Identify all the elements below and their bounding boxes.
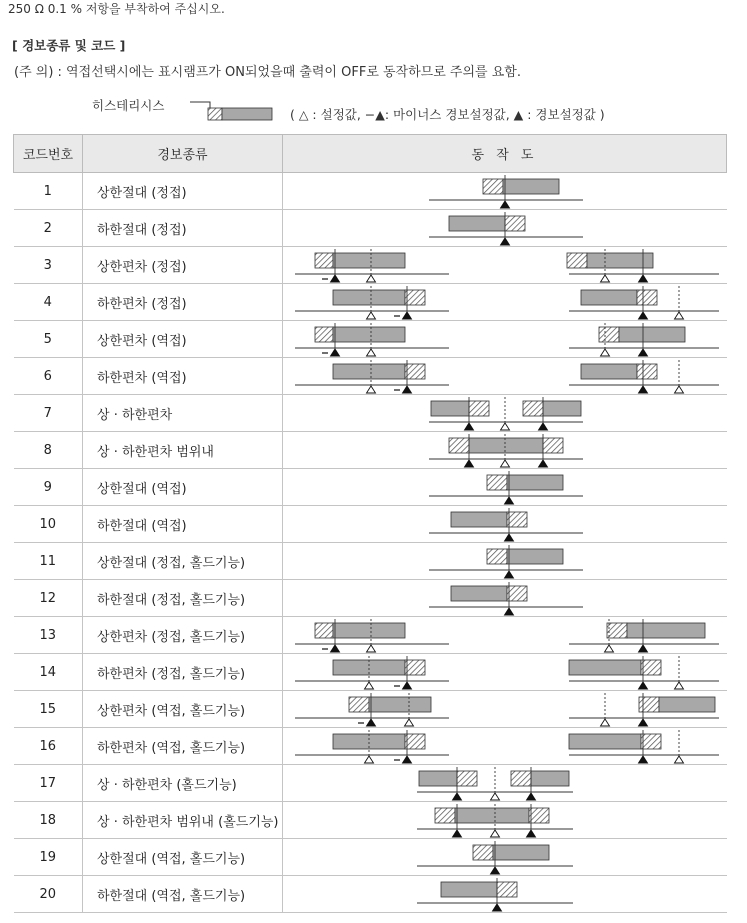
operation-diagram-svg (283, 469, 729, 505)
row-operation-diagram (283, 876, 727, 913)
operation-diagram-svg (283, 728, 729, 764)
row-alarm-type: 하한절대 (역접) (83, 506, 283, 543)
alarm-type-table (13, 134, 727, 913)
table-row (14, 728, 727, 765)
table-row (14, 395, 727, 432)
row-operation-diagram (283, 247, 727, 284)
column-header-type: 경보종류 (83, 135, 283, 173)
row-code: 20 (14, 876, 83, 913)
operation-diagram-svg (283, 617, 729, 653)
row-alarm-type: 상 · 하한편차 (83, 395, 283, 432)
operation-diagram-svg (283, 580, 729, 616)
row-code: 6 (14, 358, 83, 395)
row-alarm-type: 상 · 하한편차 (홀드기능) (83, 765, 283, 802)
operation-diagram-svg (283, 543, 729, 579)
row-operation-diagram (283, 358, 727, 395)
top-note-line: 250 Ω 0.1 % 저항을 부착하여 주십시오. (8, 2, 225, 16)
operation-diagram-svg (283, 802, 729, 838)
row-operation-diagram (283, 728, 727, 765)
row-alarm-type: 상한편차 (정접, 홀드기능) (83, 617, 283, 654)
table-row (14, 580, 727, 617)
row-alarm-type: 상 · 하한편차 범위내 (83, 432, 283, 469)
row-alarm-type: 상한절대 (역접, 홀드기능) (83, 839, 283, 876)
table-row (14, 284, 727, 321)
table-row (14, 876, 727, 913)
row-code: 16 (14, 728, 83, 765)
row-operation-diagram (283, 765, 727, 802)
row-code: 15 (14, 691, 83, 728)
hysteresis-diagram (188, 96, 278, 126)
table-header-row (14, 135, 727, 173)
row-operation-diagram (283, 210, 727, 247)
row-code: 14 (14, 654, 83, 691)
row-operation-diagram (283, 691, 727, 728)
table-row (14, 839, 727, 876)
row-operation-diagram (283, 654, 727, 691)
row-operation-diagram (283, 506, 727, 543)
operation-diagram-svg (283, 506, 729, 542)
row-alarm-type: 상한절대 (정접) (83, 173, 283, 210)
row-operation-diagram (283, 173, 727, 210)
operation-diagram-svg (283, 691, 729, 727)
row-alarm-type: 하한편차 (역접) (83, 358, 283, 395)
table-row (14, 358, 727, 395)
row-code: 3 (14, 247, 83, 284)
table-row (14, 543, 727, 580)
column-header-diagram: 동 작 도 (283, 135, 727, 173)
table-row (14, 173, 727, 210)
row-code: 10 (14, 506, 83, 543)
operation-diagram-svg (283, 173, 729, 209)
operation-diagram-svg (283, 839, 729, 875)
operation-diagram-svg (283, 432, 729, 468)
row-operation-diagram (283, 284, 727, 321)
column-header-code: 코드번호 (14, 135, 83, 173)
row-alarm-type: 하한절대 (역접, 홀드기능) (83, 876, 283, 913)
row-operation-diagram (283, 617, 727, 654)
table-row (14, 469, 727, 506)
table-row (14, 210, 727, 247)
operation-diagram-svg (283, 210, 729, 246)
hysteresis-label: 히스테리시스 (92, 98, 165, 113)
operation-diagram-svg (283, 284, 729, 320)
row-alarm-type: 하한절대 (정접, 홀드기능) (83, 580, 283, 617)
row-alarm-type: 상 · 하한편차 범위내 (홀드기능) (83, 802, 283, 839)
section-title: [ 경보종류 및 코드 ] (12, 38, 126, 53)
row-operation-diagram (283, 543, 727, 580)
row-code: 11 (14, 543, 83, 580)
row-alarm-type: 상한편차 (정접) (83, 247, 283, 284)
row-code: 9 (14, 469, 83, 506)
row-code: 17 (14, 765, 83, 802)
row-operation-diagram (283, 321, 727, 358)
table-row (14, 802, 727, 839)
table-row (14, 247, 727, 284)
row-operation-diagram (283, 839, 727, 876)
table-row (14, 765, 727, 802)
operation-diagram-svg (283, 321, 729, 357)
row-code: 18 (14, 802, 83, 839)
table-row (14, 617, 727, 654)
row-operation-diagram (283, 432, 727, 469)
row-alarm-type: 하한편차 (정접) (83, 284, 283, 321)
row-code: 19 (14, 839, 83, 876)
row-operation-diagram (283, 395, 727, 432)
row-code: 13 (14, 617, 83, 654)
row-code: 5 (14, 321, 83, 358)
row-code: 4 (14, 284, 83, 321)
operation-diagram-svg (283, 654, 729, 690)
row-code: 8 (14, 432, 83, 469)
row-code: 2 (14, 210, 83, 247)
row-alarm-type: 하한편차 (정접, 홀드기능) (83, 654, 283, 691)
row-code: 12 (14, 580, 83, 617)
row-alarm-type: 상한절대 (정접, 홀드기능) (83, 543, 283, 580)
caution-note: (주 의) : 역접선택시에는 표시램프가 ON되었을때 출력이 OFF로 동작하므로 주의를 요함. (14, 65, 521, 80)
row-alarm-type: 하한편차 (역접, 홀드기능) (83, 728, 283, 765)
row-operation-diagram (283, 469, 727, 506)
table-row (14, 691, 727, 728)
table-row (14, 321, 727, 358)
row-alarm-type: 하한절대 (정접) (83, 210, 283, 247)
row-operation-diagram (283, 580, 727, 617)
row-code: 7 (14, 395, 83, 432)
row-operation-diagram (283, 802, 727, 839)
operation-diagram-svg (283, 876, 729, 912)
operation-diagram-svg (283, 358, 729, 394)
table-row (14, 654, 727, 691)
symbol-legend: ( △ : 설정값, −▲: 마이너스 경보설정값, ▲ : 경보설정값 ) (290, 107, 605, 122)
row-alarm-type: 상한편차 (역접, 홀드기능) (83, 691, 283, 728)
operation-diagram-svg (283, 247, 729, 283)
table-row (14, 506, 727, 543)
table-row (14, 432, 727, 469)
operation-diagram-svg (283, 395, 729, 431)
row-code: 1 (14, 173, 83, 210)
row-alarm-type: 상한편차 (역접) (83, 321, 283, 358)
row-alarm-type: 상한절대 (역접) (83, 469, 283, 506)
operation-diagram-svg (283, 765, 729, 801)
